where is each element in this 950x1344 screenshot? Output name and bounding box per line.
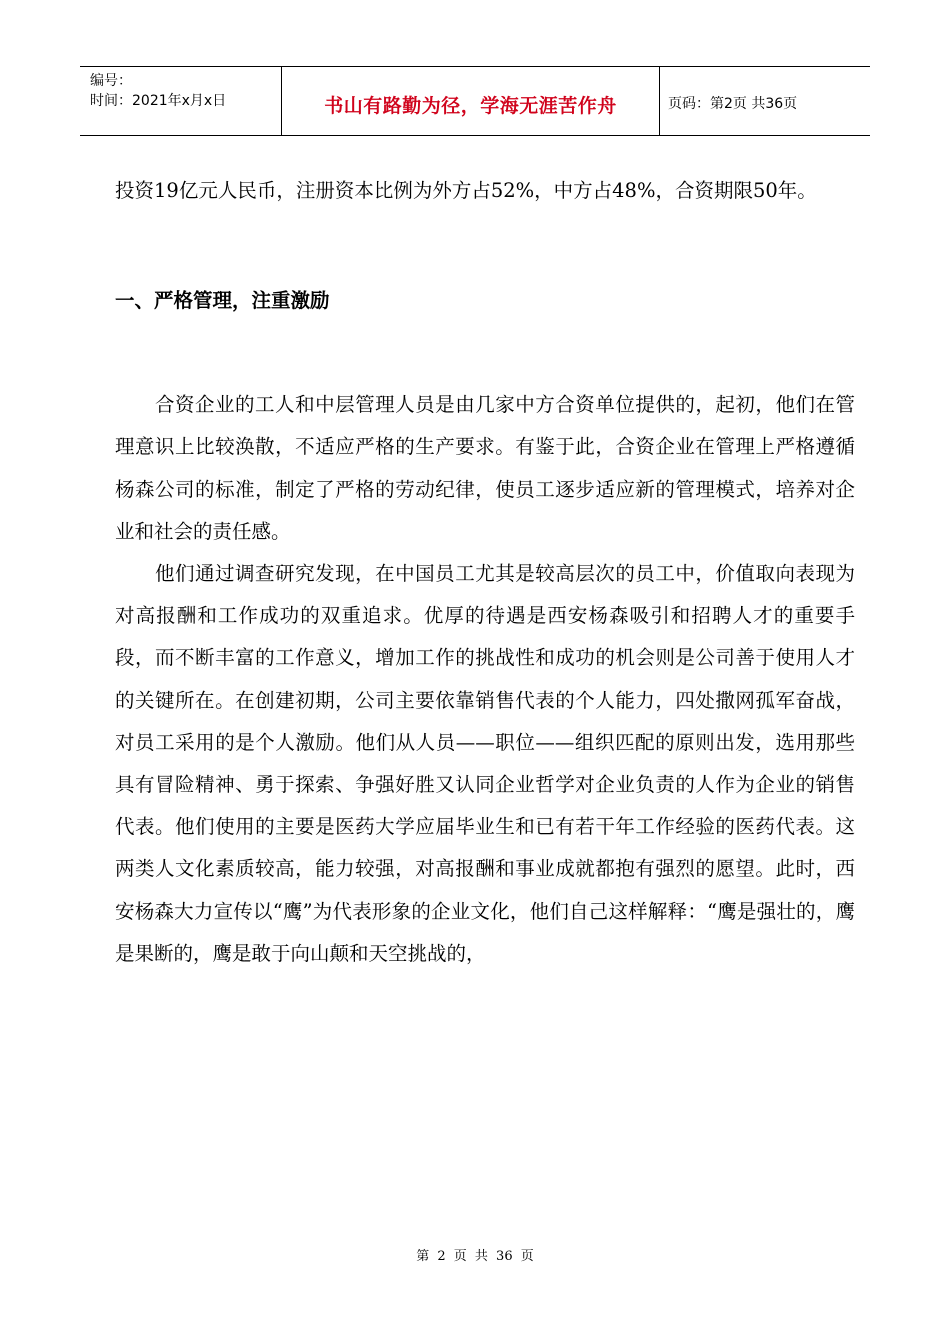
header-page-code: 页码：第2页 共36页 [668,96,798,112]
paragraph-incentive: 他们通过调查研究发现，在中国员工尤其是较高层次的员工中，价值取向表现为对高报酬和工作成功的双重追求。优厚的待遇是西安杨森吸引和招聘人才的重要手段，而不断丰富的工作意义，增加工作的挑战性和成功的机会则是公司善于使用人才的关键所在。在创建初期，公司主要依靠销售代表的个人能力，四处撒网孤军奋战，对员工采用的是个人激励。他们从人员——职位——组织匹配的原则出发，选用那些具有冒险精神、勇于探索、争强好胜又认同企业哲学对企业负责的人作为企业的销售代表。他们使用的主要是医药大学应届毕业生和已有若干年工作经验的医药代表。这两类人文化素质较高，能力较强，对高报酬和事业成就都抱有强烈的愿望。此时，西安杨森大力宣传以“鹰”为代表形象的企业文化，他们自己这样解释：“鹰是强壮的，鹰是果断的，鹰是敢于向山颠和天空挑战的， [115,562,855,965]
serial-label: 编号： [90,73,132,89]
section-heading: 一、严格管理，注重激励 [115,289,330,313]
header-motto-cell [282,67,660,135]
paragraph-investment: 投资19亿元人民币，注册资本比例为外方占52%，中方占48%，合资期限50年。 [115,179,817,202]
paragraph-management: 合资企业的工人和中层管理人员是由几家中方合资单位提供的，起初，他们在管理意识上比较涣散，不适应严格的生产要求。有鉴于此，合资企业在管理上严格遵循杨森公司的标准，制定了严格的劳动纪律，使员工逐步适应新的管理模式，培养对企业和社会的责任感。 [115,393,855,543]
header-motto: 书山有路勤为径，学海无涯苦作舟 [324,94,617,117]
date-label: 时间：2021年x月x日 [90,93,227,109]
page-header [80,66,870,136]
header-page-cell [660,67,870,135]
document-body [115,170,855,975]
header-meta-cell [80,67,282,135]
page-footer: 第 2 页 共 36 页 [416,1249,534,1264]
